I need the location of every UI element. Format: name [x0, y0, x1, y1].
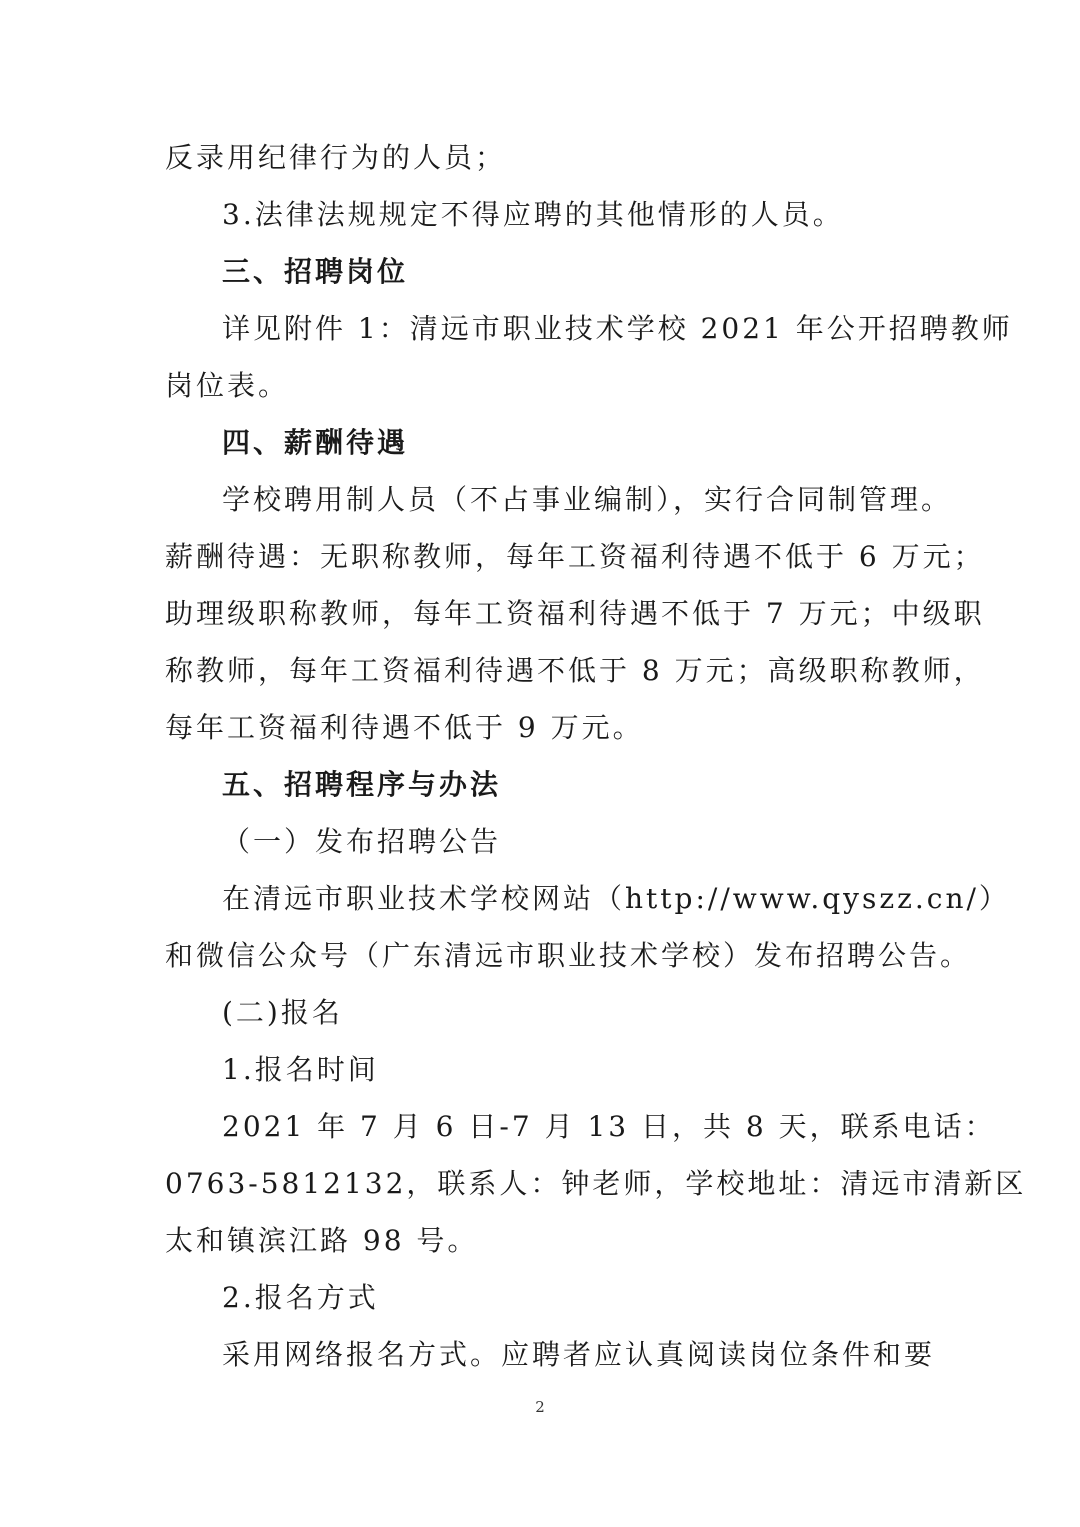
text-line: 助理级职称教师，每年工资福利待遇不低于 7 万元；中级职 [165, 597, 985, 630]
subsection-heading: 1.报名时间 [222, 1053, 379, 1086]
section-heading: 四、薪酬待遇 [222, 426, 409, 459]
text-line: 每年工资福利待遇不低于 9 万元。 [165, 711, 644, 744]
text-line: 在清远市职业技术学校网站（http://www.qyszz.cn/） [222, 882, 1010, 915]
text-line: 太和镇滨江路 98 号。 [165, 1224, 479, 1257]
section-heading: 三、招聘岗位 [222, 255, 409, 288]
text-line: 和微信公众号（广东清远市职业技术学校）发布招聘公告。 [165, 939, 972, 972]
section-heading: 五、招聘程序与办法 [222, 768, 502, 801]
text-line: 学校聘用制人员（不占事业编制），实行合同制管理。 [222, 483, 953, 516]
page-number: 2 [535, 1398, 545, 1416]
subsection-heading: 2.报名方式 [222, 1281, 379, 1314]
text-line: 2021 年 7 月 6 日-7 月 13 日，共 8 天，联系电话： [222, 1110, 996, 1143]
subsection-heading: （一）发布招聘公告 [222, 825, 502, 858]
text-line: 0763-5812132，联系人：钟老师，学校地址：清远市清新区 [165, 1167, 1027, 1200]
text-line: 反录用纪律行为的人员； [165, 141, 507, 174]
text-line: 采用网络报名方式。应聘者应认真阅读岗位条件和要 [222, 1338, 936, 1371]
text-line: 3.法律法规规定不得应聘的其他情形的人员。 [222, 198, 844, 231]
text-line: 称教师，每年工资福利待遇不低于 8 万元；高级职称教师， [165, 654, 985, 687]
subsection-heading: (二)报名 [222, 996, 343, 1029]
text-line: 详见附件 1：清远市职业技术学校 2021 年公开招聘教师 [222, 312, 1013, 345]
text-line: 薪酬待遇：无职称教师，每年工资福利待遇不低于 6 万元； [165, 540, 985, 573]
text-line: 岗位表。 [165, 369, 290, 402]
